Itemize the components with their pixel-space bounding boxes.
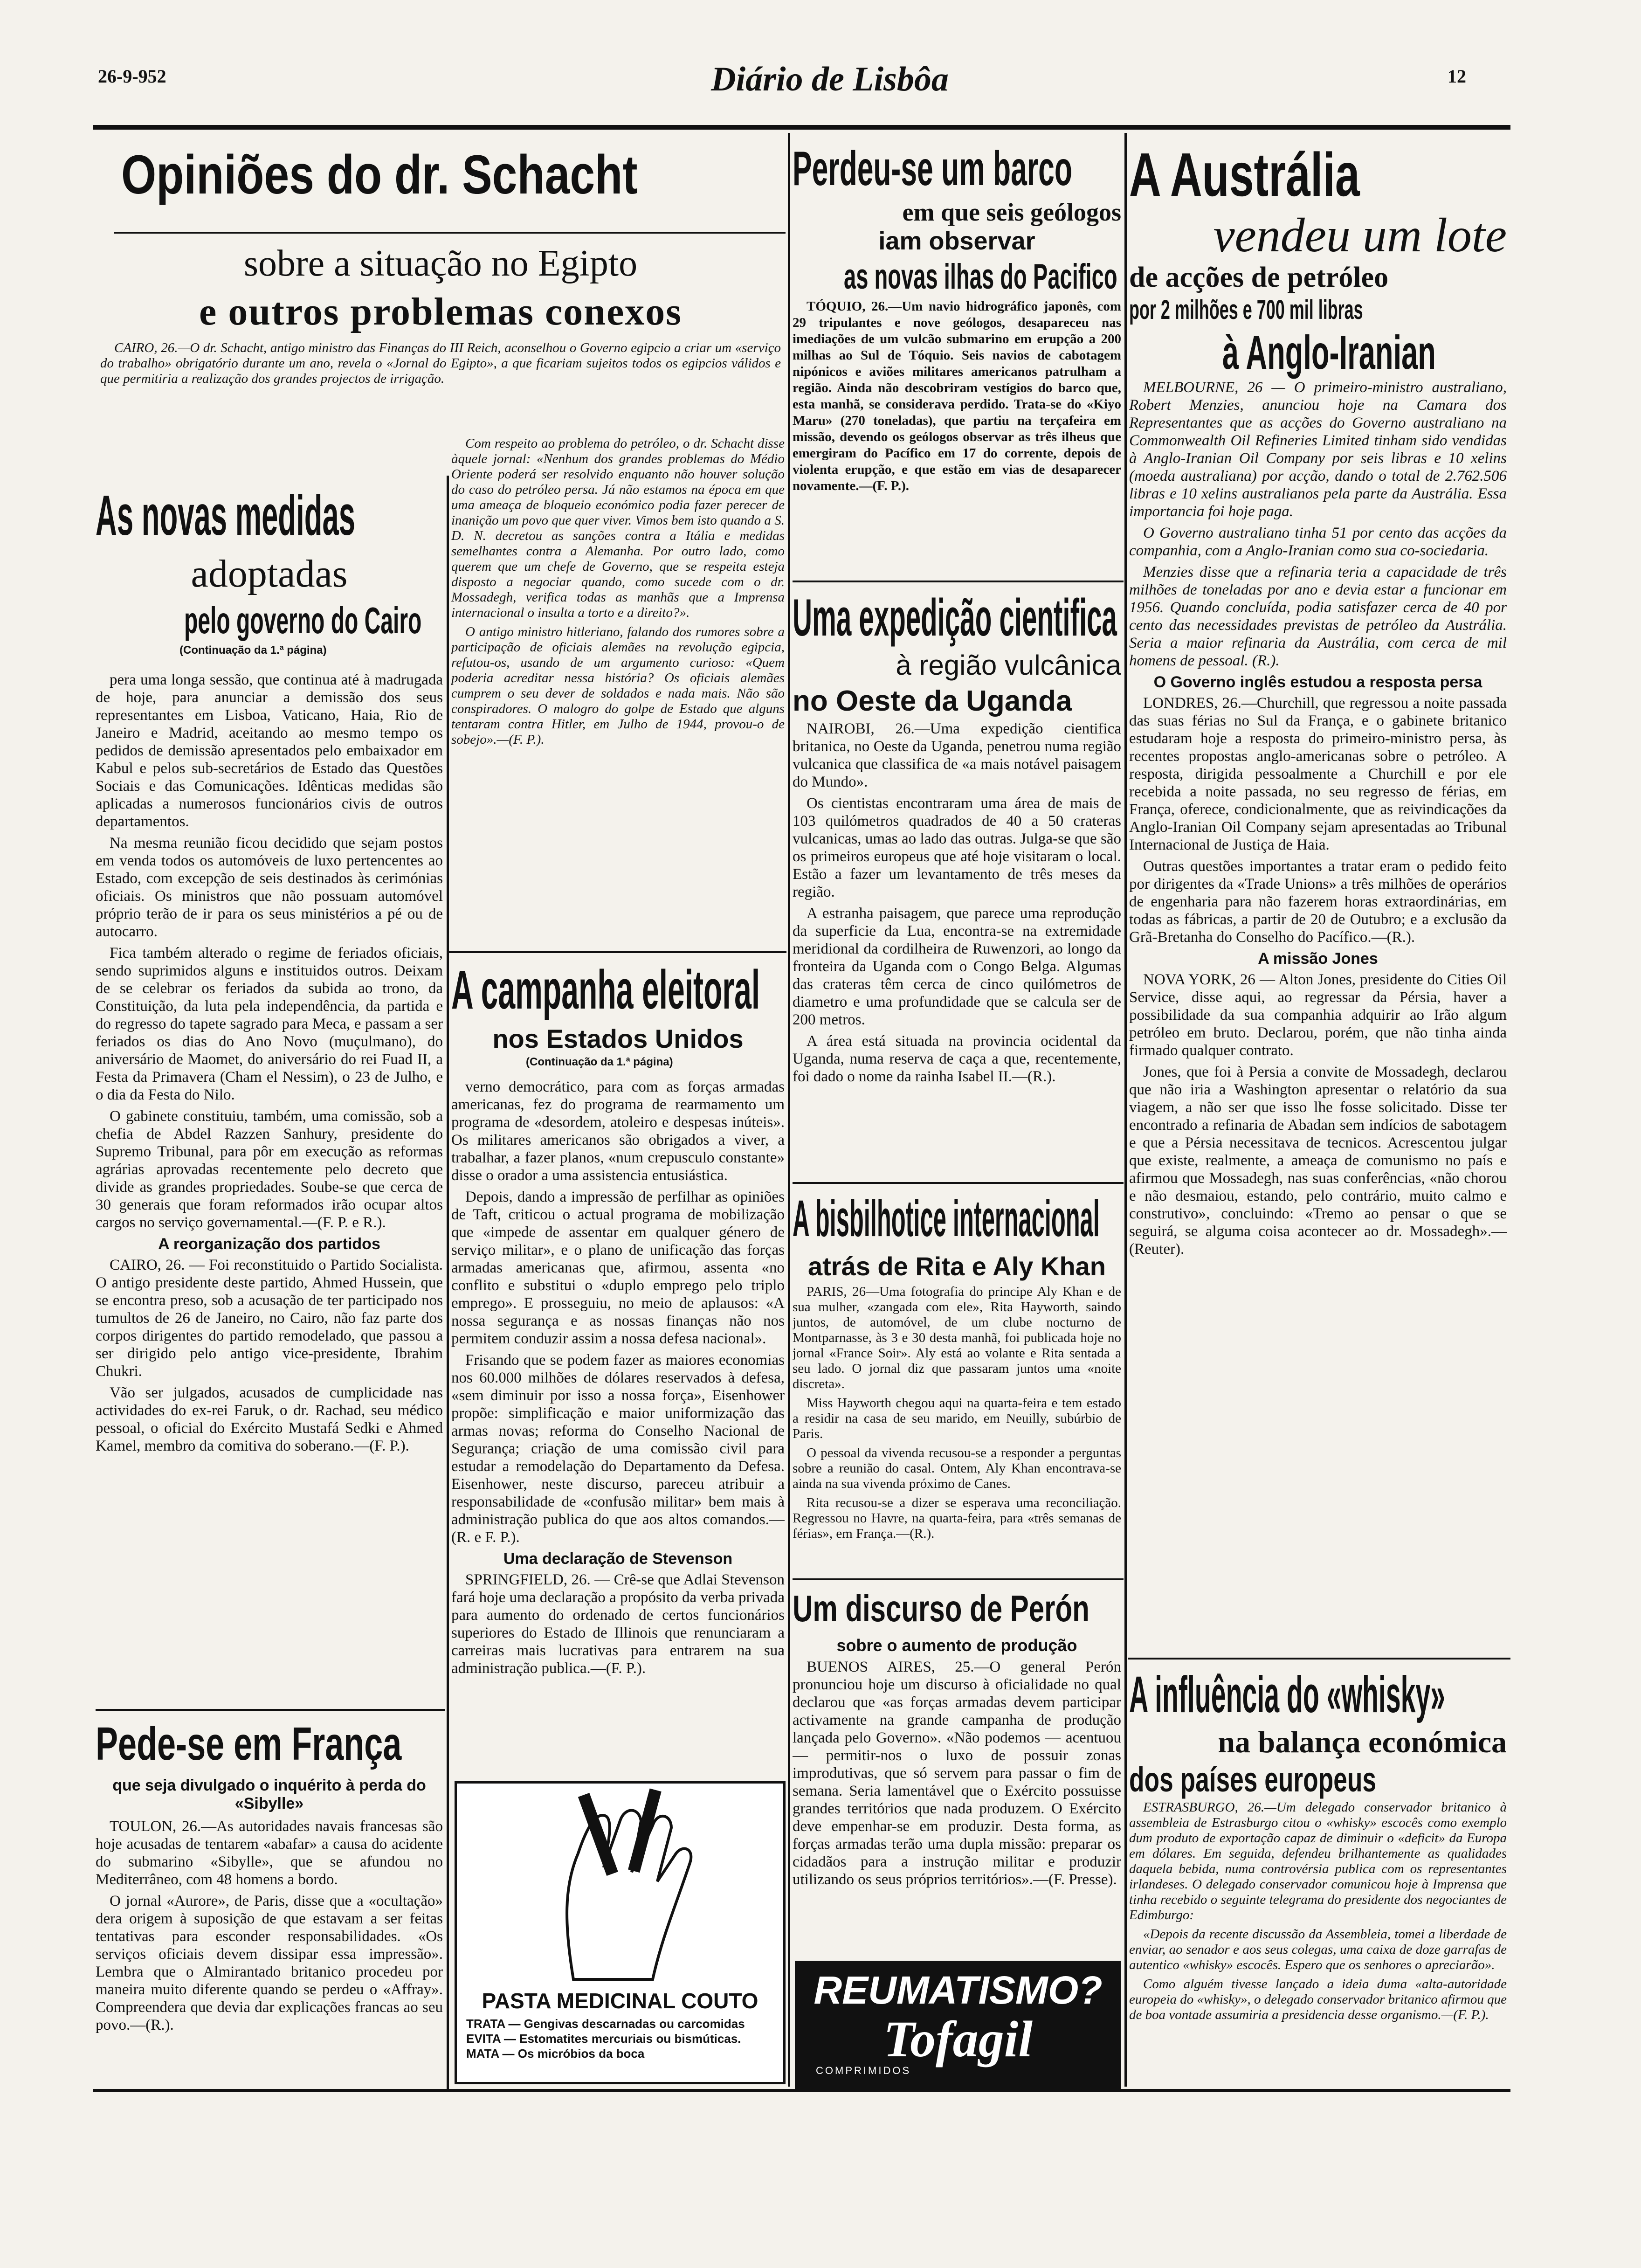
medidas-body: Fica também alterado o regime de feriados oficiais, sendo suprimidos alguns e instituidos outros. Deixam de se celebrar os feriados da subida ao trono, da Constituição, da luta pela independência, da partida e do regresso do tapete sagrado para Meca, e passam a ser feriados os dias do Ano Novo (muçulmano), do aniversário de Maomet, do aniversário do rei Fuad II, a Festa da Primavera (Cham el Nessim), o 23 de Julho, e o dia da Festa do Nilo. (96, 945, 443, 1103)
whisky-headline: A influência do «whisky» (1129, 1666, 1446, 1723)
toothbrush-hand-illustration (457, 1784, 783, 1989)
bisbilhotice-body: Rita recusou-se a dizer se esperava uma reconciliação. Regressou no Havre, na quarta-feira, para «três semanas de férias», em França.—(R.). (793, 1495, 1121, 1541)
barco-body: TÓQUIO, 26.—Um navio hidrográfico japonês, com 29 tripulantes e nove geólogos, desapareceu nas imediações de um vulcão submarino em erupção a 200 milhas ao Sul de Tóquio. Seis navios de cabotagem nipónicos e aviões militares americanos patrulham a região. Ainda não descobriram vestígios do barco que, esta manhã, se considerava perdido. Trata-se do «Kiyo Maru» (270 toneladas), que partiu na terçafeira em missão, devendo os geólogos observar as três ilheus que emergiram do Pacífico em 17 do corrente, depois de violenta erupção, e que estão em vias de desaparecer novamente.—(F. P.). (793, 299, 1121, 493)
couto-claim: TRATA — Gengivas descarnadas ou carcomidas (466, 2017, 745, 2031)
bisbilhotice-article (793, 1189, 1121, 1571)
australia-subhead-2: de acções de petróleo (1129, 262, 1389, 293)
australia-body: NOVA YORK, 26 — Alton Jones, presidente do Cities Oil Service, disse aqui, ao regressar da Pérsia, haver a possibilidade da sua companhia adquirir ao Irão algum petróleo em bruto. Declarou, porém, que não tinha ainda firmado qualquer contrato. (1129, 971, 1507, 1059)
couto-claim: EVITA — Estomatites mercuriais ou bismúticas. (466, 2032, 741, 2046)
issue-date: 26-9-952 (98, 66, 166, 87)
column-divider (447, 476, 449, 2089)
expedicao-article (793, 588, 1121, 1222)
newspaper-title: Diário de Lisbôa (711, 60, 949, 98)
franca-subhead: que seja divulgado o inquérito à perda do «Sibylle» (112, 1777, 426, 1812)
campanha-article (451, 958, 785, 1770)
peron-article (793, 1585, 1121, 1954)
franca-article (96, 1716, 443, 2089)
medidas-body: CAIRO, 26. — Foi reconstituido o Partido Socialista. O antigo presidente deste partido, Ahmed Hussein, que se encontra preso, sob a acusação de ter participado nos tumultos de 26 de Janeiro, no Cairo, não faz parte dos corpos dirigentes do partido remodelado, que passou a ser dirigido pelo antigo vice-presidente, Ibrahim Chukri. (96, 1257, 443, 1380)
expedicao-body: A área está situada na provincia ocidental da Uganda, numa reserva de caça a que, recentemente, foi dado o nome da rainha Isabel II.—(R.). (793, 1033, 1121, 1085)
tofagil-advertisement (795, 1961, 1121, 2089)
bisbilhotice-subhead: atrás de Rita e Aly Khan (807, 1252, 1106, 1281)
article-divider (793, 1182, 1124, 1184)
australia-article (1129, 140, 1507, 1679)
bisbilhotice-headline: A bisbilhotice internacional (793, 1190, 1100, 1247)
campanha-body: Frisando que se podem fazer as maiores economias nos 60.000 milhões de dólares reservados à defesa, «sem diminuir por isso a nossa força», Eisenhower propõe: simplificação e maior uniformização das armas novas; reforma do Conselho Nacional de Segurança; criação de uma comissão civil para estudar a remodelação do Departamento da Defesa. Eisenhower, neste discurso, pareceu atribuir a responsabilidade de «confusão militar» bem mais à administração publica do que aos altos comandos.—(R. e F. P.). (451, 1352, 785, 1546)
article-divider (1128, 1658, 1510, 1660)
article-divider (793, 581, 1124, 582)
australia-section-heading: A missão Jones (1258, 950, 1378, 968)
tofagil-tagline: COMPRIMIDOS (816, 2065, 911, 2076)
peron-body: BUENOS AIRES, 25.—O general Perón pronunciou hoje um discurso à oficialidade no qual declarou que «as forças armadas devem participar activamente na grande campanha de produção lançada pelo Governo». «Não podemos — acentuou — permitir-nos o luxo de possuir zonas improdutivas, que só servem para passar o fim de semana. Seria lamentável que o Exército possuisse grandes territórios que nada produzem. O Exército deve empenhar-se em produzir. Desta forma, as forças armadas terão uma dupla missão: preparar os cidadãos para a instrução militar e produzir utilizando os seus próprios territórios».—(F. Presse). (793, 1659, 1121, 1888)
campanha-body: verno democrático, para com as forças armadas americanas, fez do programa de rearmamento um programa de «desordem, atoleiro e despesas inúteis». Os militares americanos são obrigados a viver, a trabalhar, a fazer planos, «num crepusculo constante» disse o orador a uma assistencia entusiástica. (451, 1079, 785, 1184)
australia-body: O Governo australiano tinha 51 por cento das acções da companhia, com a Anglo-Iranian como sua co-sociedaria. (1129, 525, 1507, 559)
australia-body: Menzies disse que a refinaria teria a capacidade de três milhões de toneladas por ano e devia estar a funcionar em 1956. Quando concluída, podia satisfazer cerca de 40 por cento das necessidades previstas de petróleo da Austrália. Seria a maior refinaria da Austrália, com cerca de mil homens de pessoal. (R.). (1129, 564, 1507, 669)
expedicao-headline: Uma expedição cientifica (793, 588, 1117, 647)
barco-subhead-3: as novas ilhas do Pacifico (844, 257, 1117, 297)
barco-subhead-1: em que seis geólogos (902, 198, 1121, 226)
australia-section-heading: O Governo inglês estudou a resposta persa (1153, 673, 1482, 691)
peron-headline: Um discurso de Perón (793, 1588, 1089, 1629)
whisky-body: «Depois da recente discussão da Assembleia, tomei a liberdade de enviar, ao senador e aos seus colegas, uma caixa de doze garrafas de autentico «whisky» escocês. Espero que os senhores o apreciarão». (1129, 1927, 1507, 1972)
australia-body: Outras questões importantes a tratar eram o pedido feito por dirigentes da «Trade Unions» a três milhões de operários de engenharia para não fazerem horas extraordinárias, em todas as fábricas, a partir de 20 de Outubro; e a exclusão da Grã-Bretanha do Conselho do Pacífico.—(R.). (1129, 858, 1507, 946)
franca-body: O jornal «Aurore», de Paris, disse que a «ocultação» dera origem à suposição de que estavam a ser feitas tentativas para esconder responsabilidades. «Os serviços oficiais devem dissipar essa impressão». Lembra que o Almirantado britanico procedeu por maneira muito diferente quando se perdeu o «Affray». Compreendera que devia dar explicações francas ao seu povo.—(R.). (96, 1893, 443, 2033)
australia-subhead-3: por 2 milhões e 700 mil libras (1129, 295, 1363, 325)
australia-body: Jones, que foi à Persia a convite de Mossadegh, declarou que não iria a Washington apresentar o relatório da sua viagem, a não ser que isso lhe fosse solicitado. Disse ter encontrado a refinaria de Abadan sem indícios de sabotagem e que a Pérsia necessitava de tecnicos. Acrescentou julgar que existe, realmente, a ameaça de comunismo no país e afirmou que Mossadegh, nas suas conferências, «não chorou e não desmaiou, estando, pelo contrário, muito calmo e construtivo», concluindo: «Tremo ao pensar o que se seguirá, se alguma coisa acontecer ao dr. Mossadegh».—(Reuter). (1129, 1064, 1507, 1258)
schacht-body-2: O antigo ministro hitleriano, falando dos rumores sobre a participação de oficiais alemães na revolução egipcia, refutou-os, usando de um argumento curioso: «Quem poderia acreditar nessa história? Os oficiais alemães cumprem o seu dever de soldados e nada mais. Não são conspiradores. O malogro do golpe de Estado que alguns tentaram contra Hitler, em Julho de 1944, provou-o de sobejo».—(F. P.). (451, 624, 785, 747)
tofagil-headline: REUMATISMO? (814, 1968, 1103, 2012)
column-divider (788, 133, 790, 2087)
schacht-lead: CAIRO, 26.—O dr. Schacht, antigo ministro das Finanças do III Reich, aconselhou o Governo egipcio a criar um «serviço do trabalho» obrigatório durante um ano, revela o «Jornal do Egipto», a que ficariam sujeitos todos os egipcios válidos e que permitiria a realização dos grandes projectos de irrigação. (100, 340, 781, 386)
whisky-article (1129, 1665, 1507, 2089)
medidas-subhead-1: adoptadas (191, 552, 348, 595)
medidas-subhead-2: pelo governo do Cairo (184, 600, 422, 641)
expedicao-body: A estranha paisagem, que parece uma reprodução da superficie da Lua, encontra-se na extremidade meridional da cordilheira de Ruwenzori, ao longo da fronteira da Uganda com o Congo Belga. Algumas das crateras têm cerca de cinco quilómetros de diametro e uma profundidade que se calcula ser de 200 metros. (793, 905, 1121, 1028)
whisky-body: Como alguém tivesse lançado a ideia duma «alta-autoridade europeia do «whisky», o delegado conservador britanico afirmou que de boa vontade assumiria a presidencia desse organismo.—(F. P.). (1129, 1977, 1507, 2022)
expedicao-subhead-1: à região vulcânica (896, 650, 1121, 681)
medidas-article (96, 483, 443, 1588)
campanha-body: SPRINGFIELD, 26. — Crê-se que Adlai Stevenson fará hoje uma declaração a propósito da verba privada para aumento do ordenado de certos funcionários superiores do Estado de Illinois que renunciaram a carreiras mais lucrativas para entrarem na sua administração publica.—(F. P.). (451, 1571, 785, 1677)
australia-body: MELBOURNE, 26 — O primeiro-ministro australiano, Robert Menzies, anunciou hoje na Camara dos Representantes que as acções do Governo australiano na Commonwealth Oil Refineries Limited tinham sido vendidas à Anglo-Iranian Oil Company por seis libras e 10 xelins (moeda australiana) por acção, dando o total de 2.762.506 libras e 10 xelins australianos pela parte da Austrália. Essa importancia foi hoje paga. (1129, 379, 1507, 520)
tofagil-brand: Tofagil (883, 2011, 1033, 2067)
schacht-subhead-1: sobre a situação no Egipto (243, 243, 638, 284)
couto-claim: MATA — Os micróbios da boca (466, 2047, 645, 2061)
whisky-subhead-1: na balança económica (1218, 1725, 1507, 1759)
medidas-headline: As novas medidas (96, 484, 356, 547)
medidas-body: Na mesma reunião ficou decidido que sejam postos em venda todos os automóveis de luxo pertencentes ao Estado, com excepção de seis destinados às cerimónias oficiais. Os ministros que não possuam automóvel próprio terão de ir para os seus ministérios a pé ou de autocarro. (96, 835, 443, 940)
schacht-article (96, 140, 786, 476)
headline-rule (114, 232, 786, 234)
expedicao-body: Os cientistas encontraram uma área de mais de 103 quilómetros quadrados de 40 a 50 crateras vulcanicas, umas ao lado das outras. Julga-se que são os primeiros europeus que até hoje visitaram o local. Estão a fazer um levantamento de três meses da região. (793, 795, 1121, 900)
article-divider (96, 1709, 445, 1711)
campanha-body: Depois, dando a impressão de perfilhar as opiniões de Taft, criticou o actual programa de mobilização que «impede de assentar em qualquer género de serviço militar», e o plano de unificação das forças armadas americanas que, afirmou, assenta «no conflito e substitui o «duplo emprego pelo triplo emprego». E prosseguiu, no meio de aplausos: «A nossa segurança e as nossas finanças não nos permitem conduzir assim a nossa defesa nacional». (451, 1189, 785, 1347)
bisbilhotice-body: Miss Hayworth chegou aqui na quarta-feira e tem estado a residir na casa de seu marido, em Neuilly, subúrbio de Paris. (793, 1396, 1121, 1441)
continuation-note: (Continuação da 1.ª página) (526, 1056, 673, 1068)
barco-subhead-2: iam observar (878, 227, 1035, 255)
medidas-body: O gabinete constituiu, também, uma comissão, sob a chefia de Abdel Razzen Sanhury, presidente do Supremo Tribunal, para pôr em execução as reformas agrárias aprovadas recentemente pelo decreto que divide as grandes propriedades. Soube-se que cerca de 30 generais que foram reformados irão ocupar altos cargos no serviço governamental.—(F. P. e R.). (96, 1108, 443, 1231)
australia-headline: A Austrália (1129, 140, 1360, 209)
schacht-subhead-2: e outros problemas conexos (199, 290, 682, 333)
couto-brand: PASTA MEDICINAL COUTO (482, 1989, 758, 2013)
medidas-body: Vão ser julgados, acusados de cumplicidade nas actividades do ex-rei Faruk, o dr. Rachad, seu médico pessoal, o oficial do Exército Mustafá Sedki e Ahmed Kamel, membro da comitiva do soberano.—(F. P.). (96, 1384, 443, 1454)
whisky-subhead-2: dos países europeus (1129, 1760, 1377, 1799)
schacht-body-1: Com respeito ao problema do petróleo, o dr. Schacht disse àquele jornal: «Nenhum dos grandes problemas do Médio Oriente poderá ser resolvido enquanto não houver solução do caso do petróleo persa. Já não estamos na época em que uma ameaça de bloqueio económico podia fazer perecer de inanição um povo que quer viver. Vimos bem isto quando a S. D. N. decretou as sanções contra a Itália e medidas semelhantes contra a Alemanha. Por outro lado, como querem que um chefe de Governo, que se respeita esteja disposto a negociar quando, como sucede com o dr. Mossadegh, verifica todas as manhãs que a Imprensa internacional o insulta a torto e a direito?». (451, 436, 785, 620)
whisky-body: ESTRASBURGO, 26.—Um delegado conservador britanico à assembleia de Estrasburgo citou o «whisky» escocês como exemplo dum produto de exportação capaz de diminuir o «deficit» da Europa em dólares. Em seguida, defendeu brilhantemente as qualidades daquela bebida, numa controvérsia publica com os representantes irlandeses. O delegado conservador comunicou hoje à Imprensa que tinha recebido o seguinte telegrama do presidente dos negociantes de Edimburgo: (1129, 1800, 1507, 1922)
medidas-section-heading: A reorganização dos partidos (158, 1235, 380, 1253)
franca-headline: Pede-se em França (96, 1718, 402, 1770)
franca-body: TOULON, 26.—As autoridades navais francesas são hoje acusadas de tentarem «abafar» a causa do acidente do submarino «Sibylle», que se afundou no Mediterrâneo, com 48 homens a bordo. (96, 1818, 443, 1888)
page-bottom-rule (93, 2089, 1510, 2092)
schacht-headline: Opiniões do dr. Schacht (121, 144, 638, 206)
couto-advertisement (455, 1781, 786, 2084)
column-divider (1124, 133, 1127, 2087)
australia-body: LONDRES, 26.—Churchill, que regressou a noite passada das suas férias no Sul da França, e o gabinete britanico estudaram hoje a resposta do primeiro-ministro persa, às recentes propostas anglo-americanas sobre o petróleo. A resposta, dirigida pessoalmente a Churchill e por ele recebida a noite passada, no seu regresso de férias, em França, oferece, condicionalmente, que as reivindicações da Anglo-Iranian Oil Company sejam apresentadas ao Tribunal Internacional de Justiça de Haia. (1129, 695, 1507, 853)
barco-headline: Perdeu-se um barco (793, 142, 1072, 196)
australia-subhead-4: à Anglo-Iranian (1222, 326, 1436, 379)
peron-subhead: sobre o aumento de produção (836, 1636, 1077, 1655)
bisbilhotice-body: O pessoal da vivenda recusou-se a responder a perguntas sobre a reunião do casal. Ontem, Aly Khan encontrava-se ainda na sua vivenda próximo de Canes. (793, 1445, 1121, 1491)
continuation-note: (Continuação da 1.ª página) (179, 644, 327, 657)
barco-article (793, 140, 1121, 578)
schacht-continuation (451, 436, 785, 940)
campanha-subhead: nos Estados Unidos (492, 1024, 744, 1053)
page-number: 12 (1448, 66, 1466, 87)
bisbilhotice-body: PARIS, 26—Uma fotografia do principe Aly Khan e de sua mulher, «zangada com ele», Rita Hayworth, saindo juntos, de automóvel, de um clube nocturno de Montparnasse, às 3 e 30 desta manhã, foi publicada hoje no jornal «France Soir». Aly está ao volante e Rita sentada a seu lado. O jornal diz que passaram juntos uma «noite discreta». (793, 1284, 1121, 1391)
masthead-rule (93, 125, 1510, 130)
article-divider (448, 951, 786, 953)
australia-subhead-1: vendeu um lote (1213, 208, 1507, 262)
medidas-body: pera uma longa sessão, que continua até à madrugada de hoje, para anunciar a demissão dos seus representantes em Lisboa, Vaticano, Haia, Rio de Janeiro e Madrid, aceitando ao mesmo tempo os pedidos de demissão apresentados pelo embaixador em Kabul e pelos sub-secretários de Estado das Questões Sociais e das Comunicações. Idênticas medidas são aplicadas a numerosos funcionários civis de outros departamentos. (96, 671, 443, 830)
article-divider (793, 1578, 1124, 1580)
expedicao-subhead-2: no Oeste da Uganda (793, 685, 1072, 717)
campanha-headline: A campanha eleitoral (451, 959, 760, 1021)
expedicao-body: NAIROBI, 26.—Uma expedição cientifica britanica, no Oeste da Uganda, penetrou numa região vulcanica que classifica de «a mais notável paisagem do Mundo». (793, 720, 1121, 790)
campanha-section-heading: Uma declaração de Stevenson (503, 1550, 733, 1568)
